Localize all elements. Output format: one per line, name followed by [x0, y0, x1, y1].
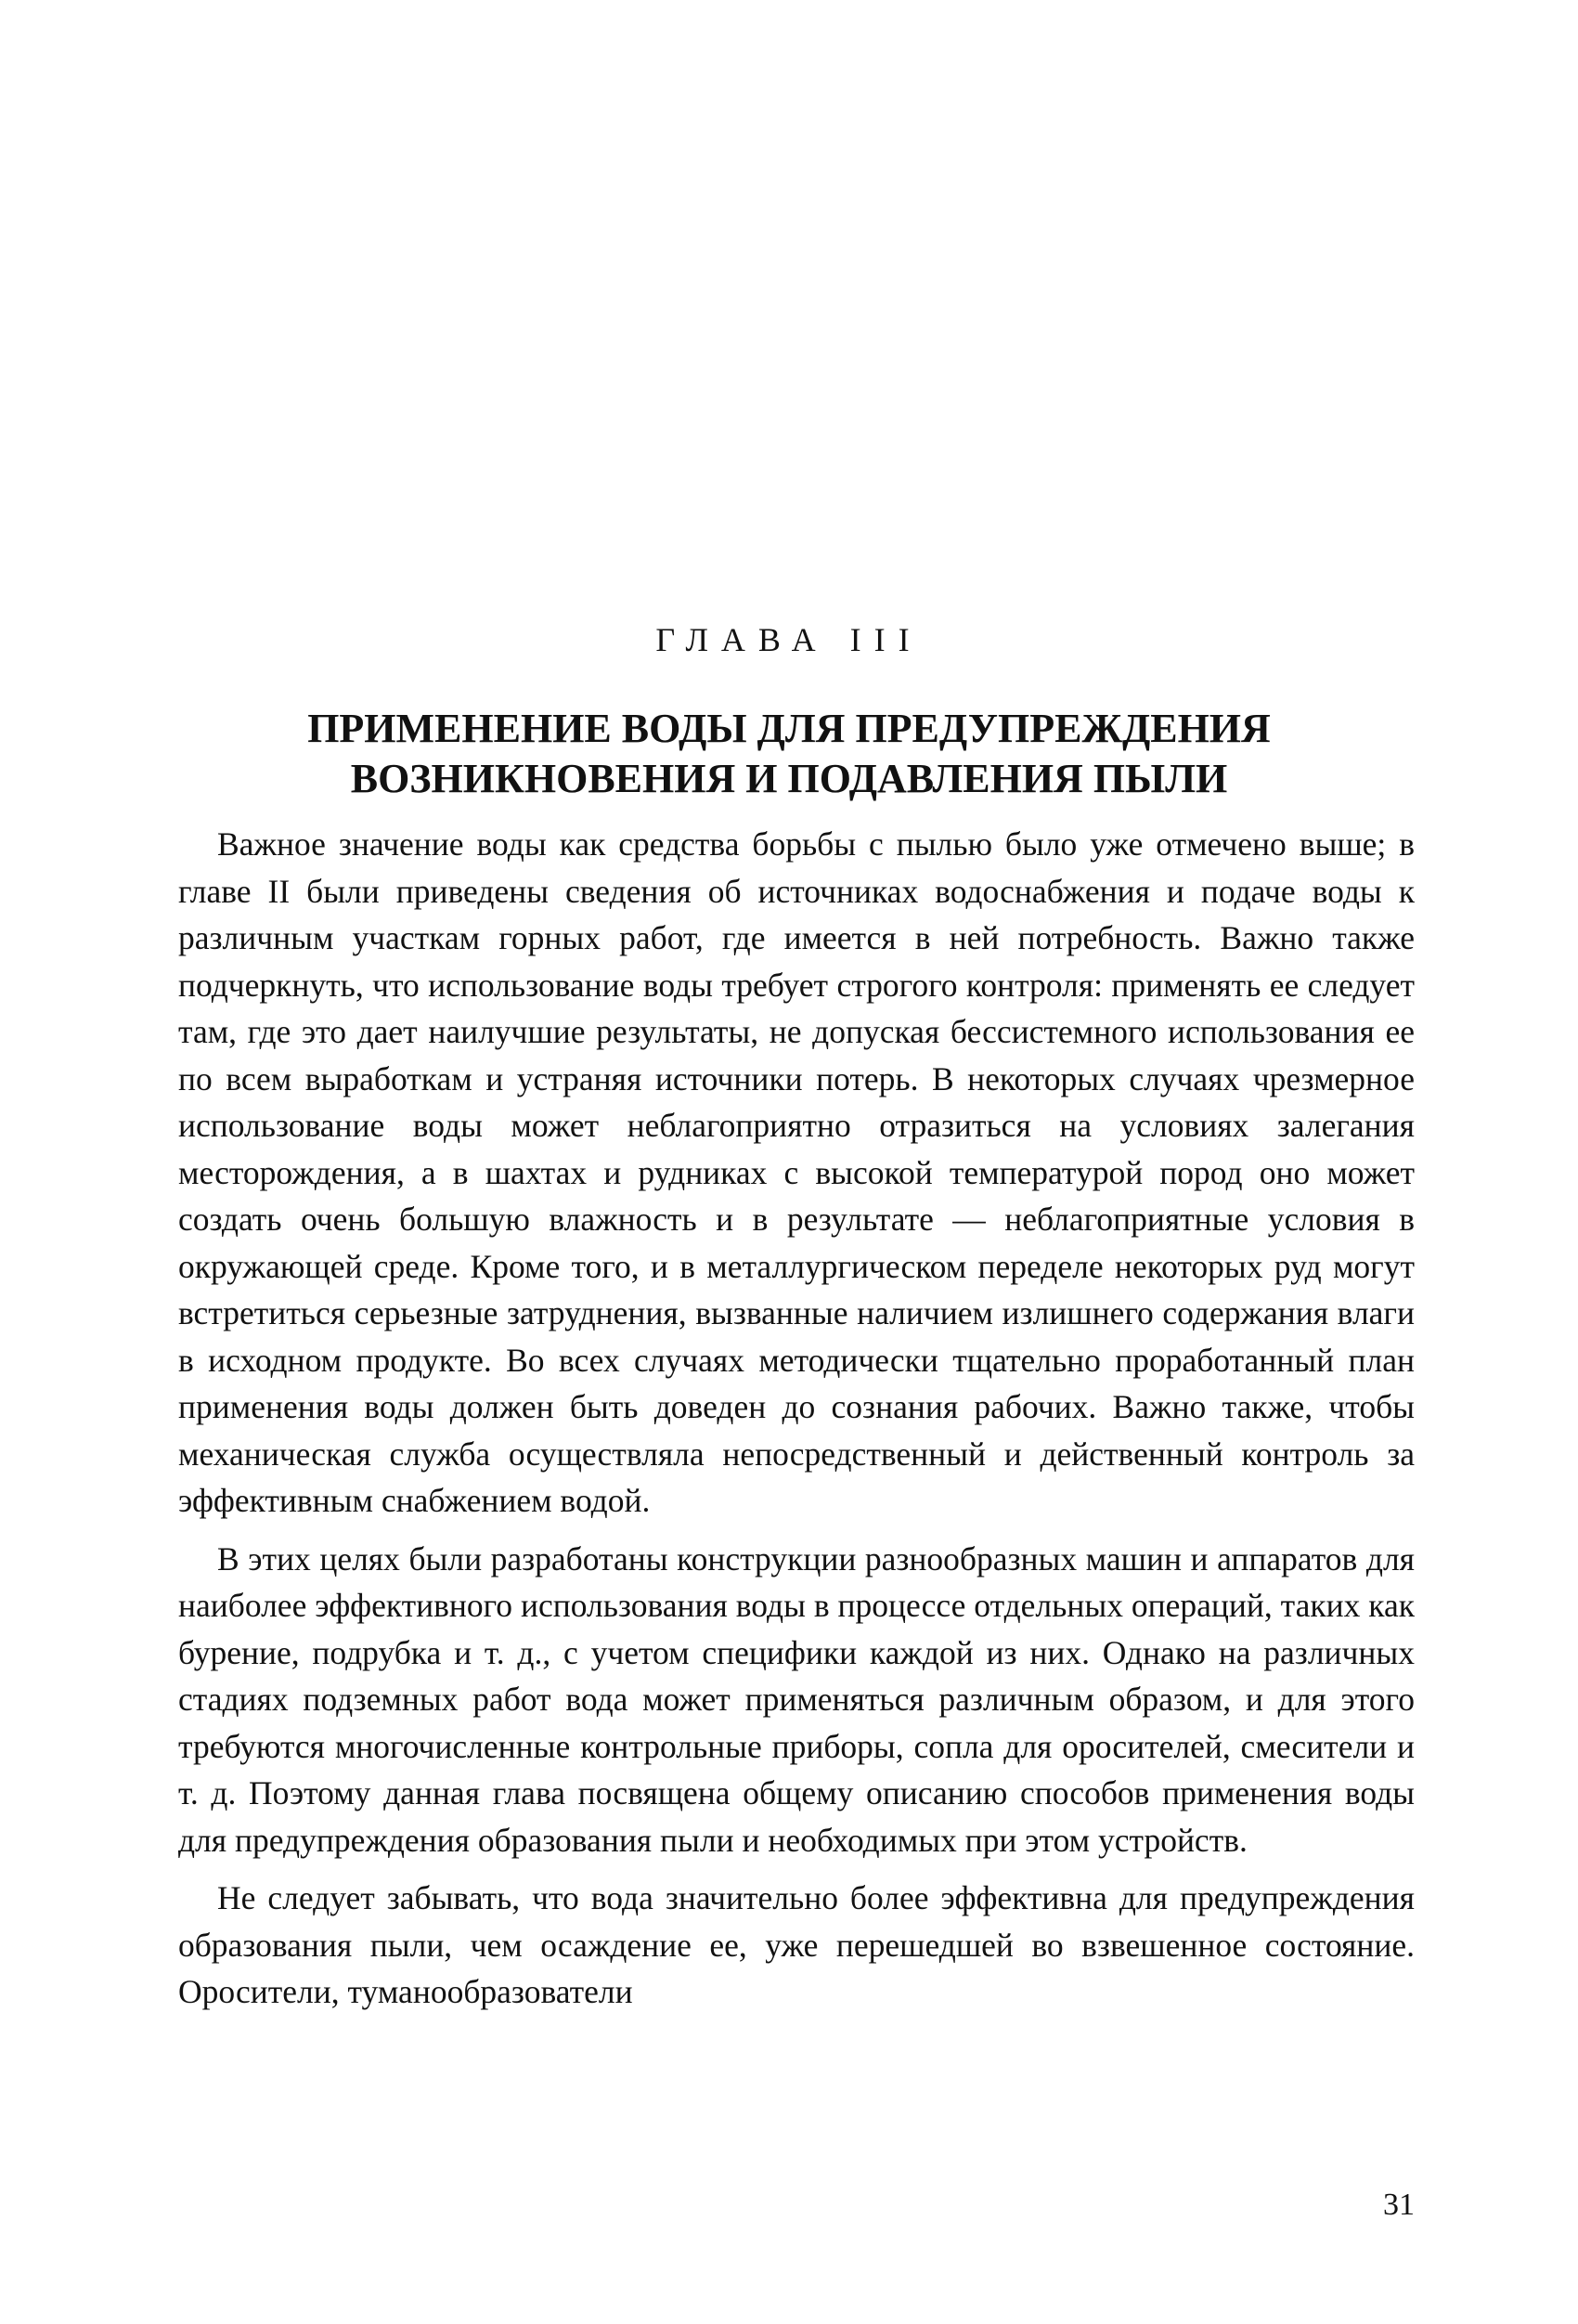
chapter-label: ГЛАВА III — [655, 621, 923, 658]
chapter-title-line-1: ПРИМЕНЕНИЕ ВОДЫ ДЛЯ ПРЕДУПРЕЖДЕНИЯ — [307, 706, 1271, 751]
paragraph-1: Важное значение воды как средства борьбы с пылью было уже отмечено выше; в главе II были приведены сведения об источниках водоснабжения и подаче воды к различным участкам горных работ, где имеется в ней потребность. Важно также подчеркнуть, что использование воды требует строгого контроля: применять ее следует там, где это дает наилучшие результаты, не допуская бессистемного использования ее по всем выработкам и устраняя источники потерь. В некоторых случаях чрезмерное использование воды может неблагоприятно отразиться на условиях залегания месторождения, а в шахтах и рудниках с высокой температурой пород оно может создать очень большую влажность и в результате — неблагоприятные условия в окружающей среде. Кроме того, и в металлургическом переделе некоторых руд могут встретиться серьезные затруднения, вызванные наличием излишнего содержания влаги в исходном продукте. Во всех случаях методически тщательно проработанный план применения воды должен быть доведен до сознания рабочих. Важно также, чтобы механическая служба осуществляла непосредственный и действенный контроль за эффективным снабжением водой. — [178, 825, 1415, 1519]
body-text — [178, 821, 1415, 2016]
paragraph-2: В этих целях были разработаны конструкции разнообразных машин и аппаратов для наиболее эффективного использования воды в процессе отдельных операций, таких как бурение, подрубка и т. д., с учетом специфики каждой из них. Однако на различных стадиях подземных работ вода может применяться различным образом, и для этого требуются многочисленные контрольные приборы, сопла для оросителей, смесители и т. д. Поэтому данная глава посвящена общему описанию способов применения воды для предупреждения образования пыли и необходимых при этом устройств. — [178, 1539, 1415, 1859]
paragraph-3: Не следует забывать, что вода значительно более эффективна для предупреждения образования пыли, чем осаждение ее, уже перешедшей во взвешенное состояние. Оросители, туманообразователи — [178, 1879, 1415, 2010]
chapter-title-line-2: ВОЗНИКНОВЕНИЯ И ПОДАВЛЕНИЯ ПЫЛИ — [350, 756, 1228, 801]
chapter-title — [0, 704, 1578, 804]
page-number: 31 — [1383, 2188, 1415, 2222]
